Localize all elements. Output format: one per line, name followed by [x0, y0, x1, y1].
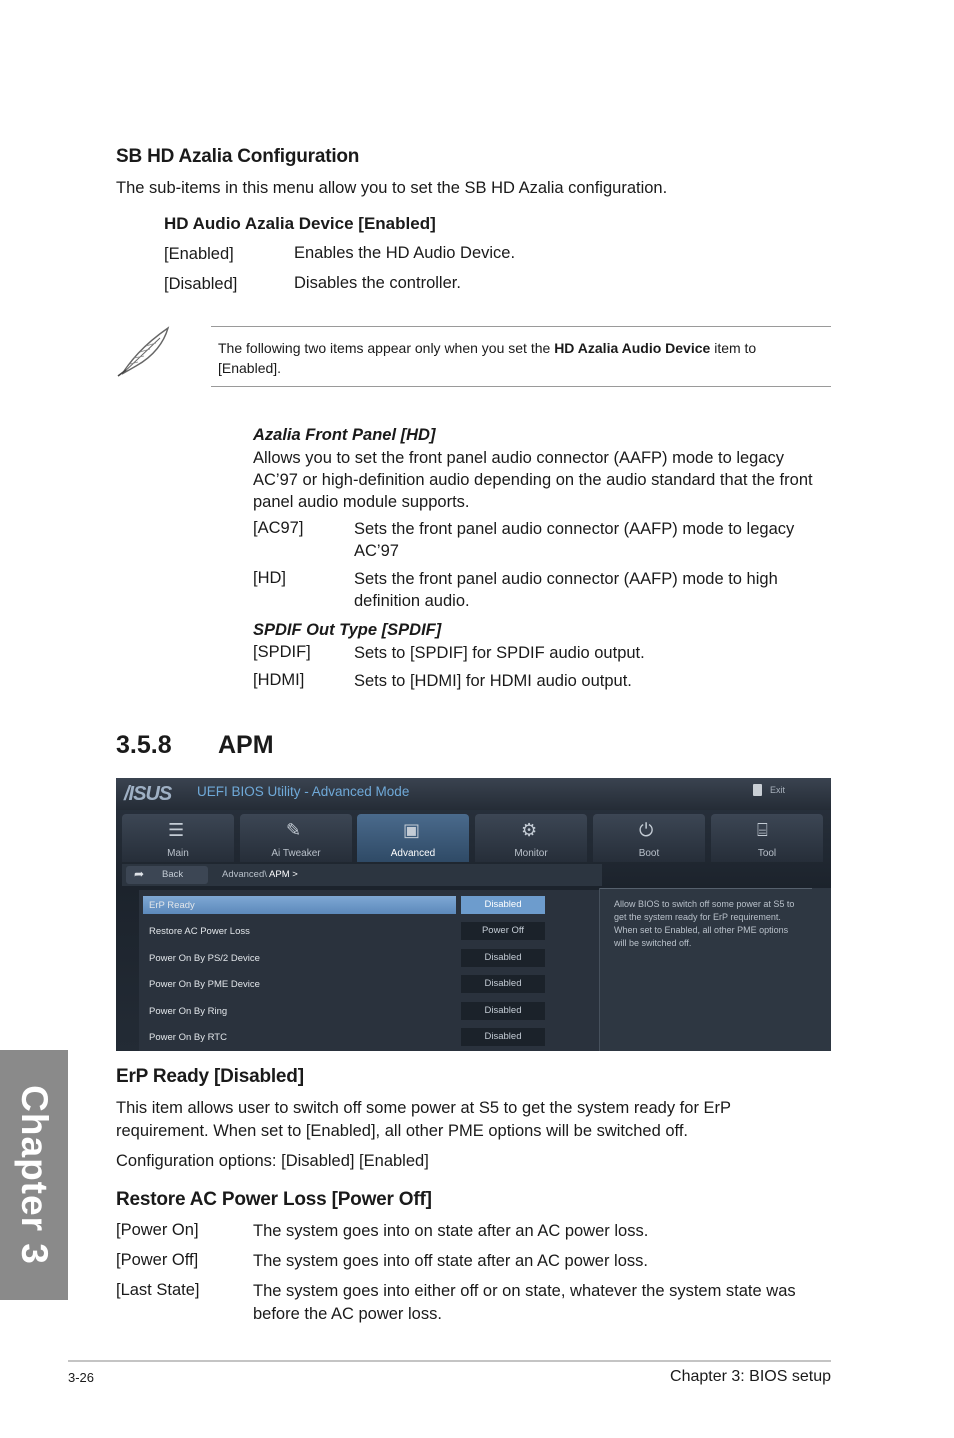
option-desc: Sets to [SPDIF] for SPDIF audio output.	[354, 644, 645, 662]
help-divider	[600, 888, 812, 889]
footer-chapter-title: Chapter 3: BIOS setup	[670, 1368, 831, 1385]
tab-main[interactable]: ☰ Main	[122, 814, 234, 862]
note-top-rule	[211, 326, 831, 327]
option-desc: Disables the controller.	[294, 274, 461, 292]
tab-monitor[interactable]: ⚙ Monitor	[475, 814, 587, 862]
setting-value[interactable]: Disabled	[461, 896, 545, 914]
erp-ready-config: Configuration options: [Disabled] [Enabled]	[116, 1152, 429, 1170]
advanced-icon: ▣	[403, 820, 421, 840]
option-desc: Sets the front panel audio connector (AAFP) mode to high definition audio.	[354, 570, 778, 610]
option-key: [SPDIF]	[253, 643, 311, 661]
tab-ai-tweaker[interactable]: ✎ Ai Tweaker	[240, 814, 352, 862]
option-key: [AC97]	[253, 519, 304, 537]
option-desc: Sets the front panel audio connector (AAFP) mode to legacy AC’97	[354, 520, 795, 560]
tweaker-icon: ✎	[286, 820, 302, 840]
page-number: 3-26	[68, 1370, 95, 1385]
list-icon: ☰	[168, 820, 185, 840]
setting-row-power-on-ps2[interactable]: Power On By PS/2 Device Disabled	[139, 948, 599, 968]
option-key: [HDMI]	[253, 671, 305, 689]
bios-title: UEFI BIOS Utility - Advanced Mode	[197, 784, 410, 799]
azalia-front-panel-desc: Allows you to set the front panel audio connector (AAFP) mode to legacy AC’97 or high-definition audio depending on the audio standard that the front panel audio module supports.	[253, 449, 813, 511]
asus-logo: /ISUS	[124, 783, 172, 805]
option-desc: Sets to [HDMI] for HDMI audio output.	[354, 672, 632, 690]
feather-pen-icon	[116, 322, 174, 378]
option-key: [Enabled]	[164, 245, 234, 263]
back-button[interactable]: ➦ Back	[126, 866, 208, 884]
note-text: The following two items appear only when you set the HD Azalia Audio Device item to [Enabled].	[218, 340, 757, 376]
back-arrow-icon: ➦	[134, 867, 145, 881]
option-desc: The system goes into on state after an AC power loss.	[253, 1222, 649, 1240]
setting-value[interactable]: Disabled	[461, 949, 545, 967]
option-desc: The system goes into off state after an AC power loss.	[253, 1252, 648, 1270]
breadcrumb	[122, 864, 602, 886]
breadcrumb-path: Advanced\ APM >	[222, 869, 298, 880]
tab-boot[interactable]: ⏻ Boot	[593, 814, 705, 862]
section-number: 3.5.8	[116, 731, 172, 759]
settings-list	[139, 890, 599, 1051]
setting-row-power-on-ring[interactable]: Power On By Ring Disabled	[139, 1001, 599, 1021]
option-key: [Last State]	[116, 1281, 200, 1299]
help-text: Allow BIOS to switch off some power at S5 to get the system ready for ErP requirement. When set to Enabled, all other PME options will be switched off.	[614, 899, 795, 948]
bios-title-bar	[116, 778, 831, 810]
setting-value[interactable]: Disabled	[461, 975, 545, 993]
help-panel	[599, 888, 831, 1051]
option-key: [Disabled]	[164, 275, 238, 293]
setting-row-restore-ac-power-loss[interactable]: Restore AC Power Loss Power Off	[139, 921, 599, 941]
option-desc: Enables the HD Audio Device.	[294, 244, 516, 262]
tab-advanced[interactable]: ▣ Advanced	[357, 814, 469, 862]
option-desc: The system goes into either off or on state, whatever the system state was before the AC power loss.	[253, 1282, 796, 1323]
exit-button[interactable]: Exit	[770, 785, 786, 795]
tab-tool[interactable]: ⌸ Tool	[711, 814, 823, 862]
tool-icon: ⌸	[757, 820, 768, 840]
option-key: [HD]	[253, 569, 286, 587]
note-bottom-rule	[211, 386, 831, 387]
section-title: APM	[218, 731, 274, 759]
chapter-tab-label: Chapter 3	[14, 1085, 55, 1265]
setting-value[interactable]: Power Off	[461, 922, 545, 940]
sb-azalia-heading: SB HD Azalia Configuration	[116, 146, 360, 167]
sb-azalia-intro: The sub-items in this menu allow you to set the SB HD Azalia configuration.	[116, 179, 668, 197]
setting-row-power-on-rtc[interactable]: Power On By RTC Disabled	[139, 1027, 599, 1047]
hd-audio-device-heading: HD Audio Azalia Device [Enabled]	[164, 214, 436, 233]
restore-ac-heading: Restore AC Power Loss [Power Off]	[116, 1189, 432, 1210]
spdif-heading: SPDIF Out Type [SPDIF]	[253, 621, 442, 639]
setting-row-erp-ready[interactable]: ErP Ready Disabled	[139, 895, 599, 915]
setting-row-power-on-pme[interactable]: Power On By PME Device Disabled	[139, 974, 599, 994]
azalia-front-panel-heading: Azalia Front Panel [HD]	[253, 426, 436, 444]
setting-value[interactable]: Disabled	[461, 1028, 545, 1046]
erp-ready-desc: This item allows user to switch off some power at S5 to get the system ready for ErP requirement. When set to [Enabled], all other PME options will be switched off.	[116, 1099, 731, 1140]
exit-icon[interactable]	[753, 784, 762, 796]
option-key: [Power On]	[116, 1221, 199, 1239]
bios-screenshot	[116, 778, 831, 1051]
footer-rule	[68, 1360, 831, 1362]
bios-tab-bar	[122, 814, 825, 862]
chapter-side-tab	[0, 1050, 68, 1300]
power-icon: ⏻	[639, 820, 654, 840]
setting-value[interactable]: Disabled	[461, 1002, 545, 1020]
erp-ready-heading: ErP Ready [Disabled]	[116, 1066, 304, 1087]
monitor-icon: ⚙	[521, 820, 538, 840]
option-key: [Power Off]	[116, 1251, 199, 1269]
